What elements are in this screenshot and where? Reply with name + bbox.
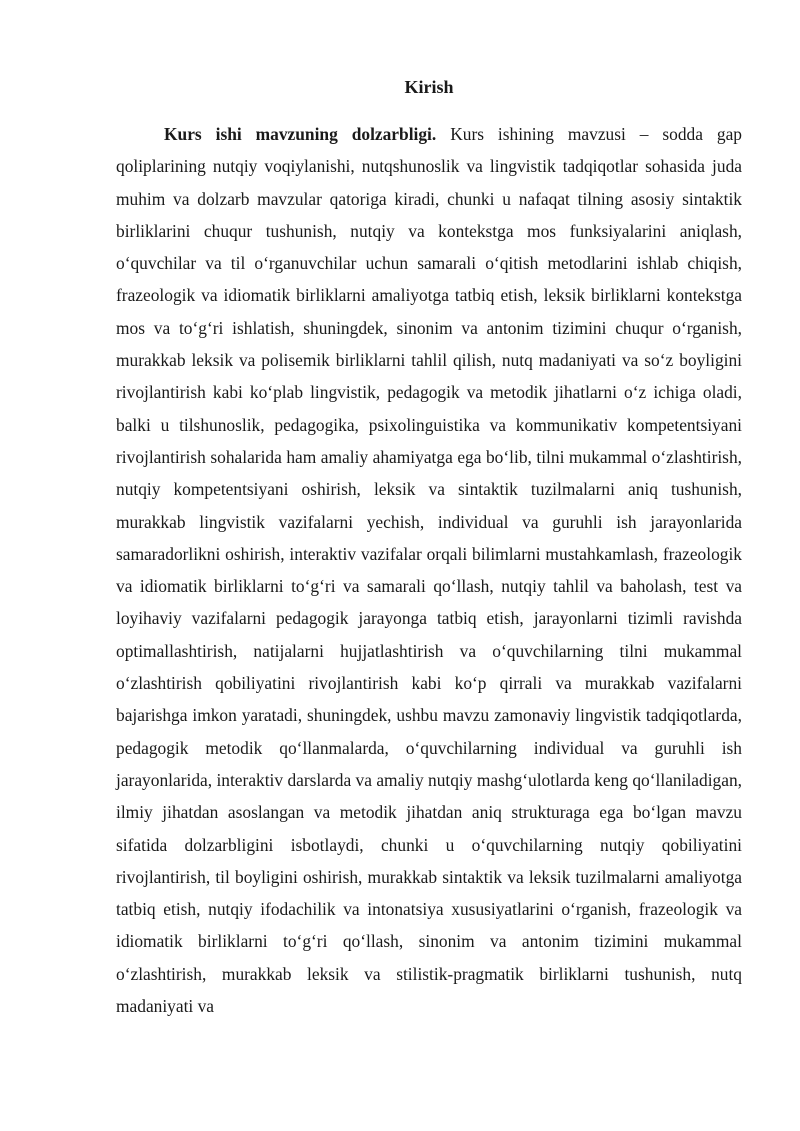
section-heading: Kirish [404, 77, 454, 97]
body-paragraph [116, 118, 742, 1022]
paragraph-text: Kurs ishining mavzusi – sodda gap qoliplarining nutqiy voqiylanishi, nutqshunoslik va lingvistik tadqiqotlar sohasida juda muhim va dolzarb mavzular qatoriga kiradi, chunki u nafaqat tilning asosiy sintaktik birliklarini chuqur tushunish, nutqiy va kontekstga mos funksiyalarini aniqlash, o‘quvchilar va til o‘rganuvchilar uchun samarali o‘qitish metodlarini ishlab chiqish, frazeologik va idiomatik birliklarni amaliyotga tatbiq etish, leksik birliklarni kontekstga mos va to‘g‘ri ishlatish, shuningdek, sinonim va antonim tizimini chuqur o‘rganish, murakkab leksik va polisemik birliklarni tahlil qilish, nutq madaniyati va so‘z boyligini rivojlantirish kabi ko‘plab lingvistik, pedagogik va metodik jihatlarni o‘z ichiga oladi, balki u tilshunoslik, pedagogika, psixolinguistika va kommunikativ kompetentsiyani rivojlantirish sohalarida ham amaliy ahamiyatga ega bo‘lib, tilni mukammal o‘zlashtirish, nutqiy kompetentsiyani oshirish, leksik va sintaktik tuzilmalarni aniq tushunish, murakkab lingvistik vazifalarni yechish, individual va guruhli ish jarayonlarida samaradorlikni oshirish, interaktiv vazifalar orqali bilimlarni mustahkamlash, frazeologik va idiomatik birliklarni to‘g‘ri va samarali qo‘llash, nutqiy tahlil va baholash, test va loyihaviy vazifalarni pedagogik jarayonga tatbiq etish, jarayonlarni tizimli ravishda optimallashtirish, natijalarni hujjatlashtirish va o‘quvchilarning tilni mukammal o‘zlashtirish qobiliyatini rivojlantirish kabi ko‘p qirrali va murakkab vazifalarni bajarishga imkon yaratadi, shuningdek, ushbu mavzu zamonaviy lingvistik tadqiqotlarda, pedagogik metodik qo‘llanmalarda, o‘quvchilarning individual va guruhli ish jarayonlarida, interaktiv darslarda va amaliy nutqiy mashg‘ulotlarda keng qo‘llaniladigan, ilmiy jihatdan asoslangan va metodik jihatdan aniq strukturaga ega bo‘lgan mavzu sifatida dolzarbligini isbotlaydi, chunki u o‘quvchilarning nutqiy qobiliyatini rivojlantirish, til boyligini oshirish, murakkab sintaktik va leksik tuzilmalarni amaliyotga tatbiq etish, nutqiy ifodachilik va intonatsiya xususiyatlarini o‘rganish, frazeologik va idiomatik birliklarni to‘g‘ri qo‘llash, sinonim va antonim tizimini mukammal o‘zlashtirish, murakkab leksik va stilistik-pragmatik birliklarni tushunish, nutq madaniyati va [116, 124, 742, 1017]
paragraph-lead: Kurs ishi mavzuning dolzarbligi. [164, 124, 437, 144]
